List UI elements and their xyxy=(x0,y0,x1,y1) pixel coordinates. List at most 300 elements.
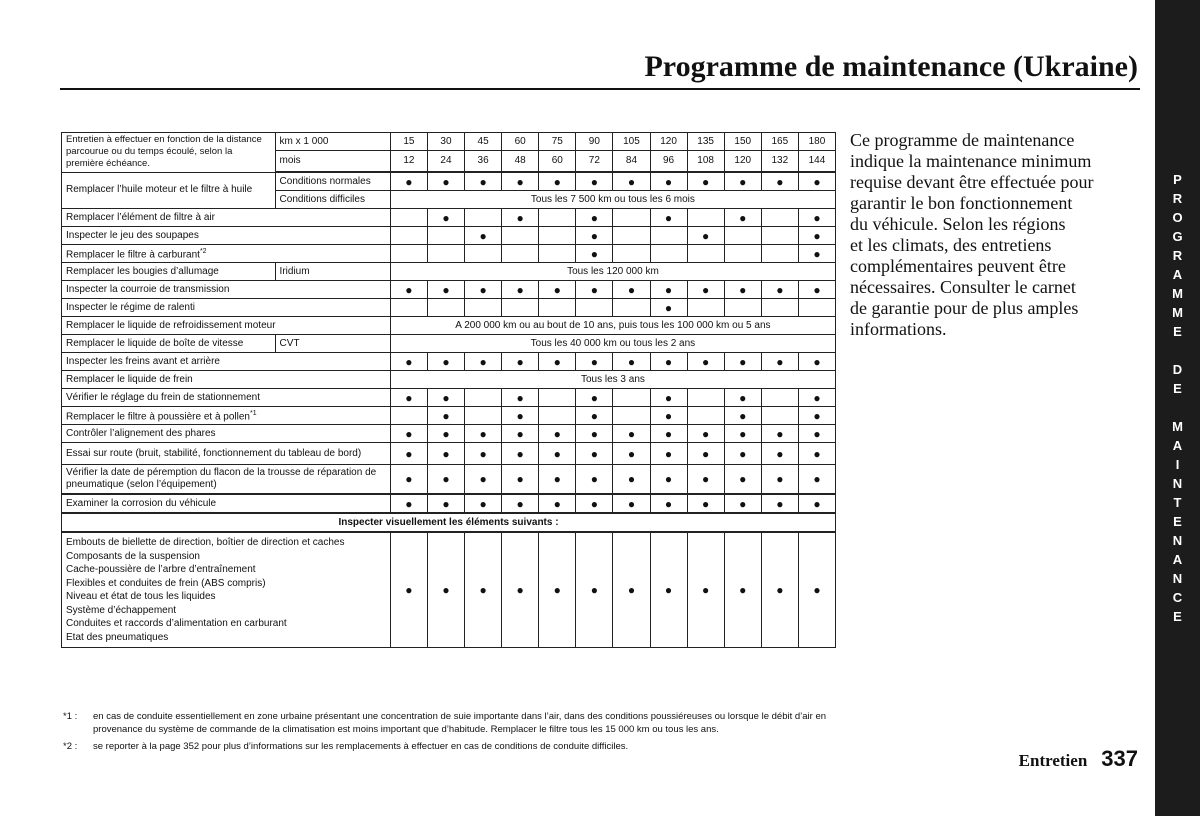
side-tab-letter: M xyxy=(1172,305,1183,320)
empty-cell xyxy=(724,299,761,317)
empty-cell xyxy=(539,245,576,263)
check-dot: ● xyxy=(724,465,761,495)
side-tab-letter: A xyxy=(1172,267,1183,282)
check-dot: ● xyxy=(390,532,427,648)
interval-text: Tous les 40 000 km ou tous les 2 ans xyxy=(390,335,835,353)
check-dot: ● xyxy=(798,353,835,371)
check-dot: ● xyxy=(724,532,761,648)
footnote-1 xyxy=(63,710,853,736)
check-dot: ● xyxy=(798,172,835,191)
table-row xyxy=(62,465,836,495)
table-row xyxy=(62,425,836,443)
row-label-text: Remplacer le liquide de refroidissement moteur xyxy=(66,319,276,331)
check-dot: ● xyxy=(502,425,539,443)
empty-cell xyxy=(761,245,798,263)
interval-text: Tous les 7 500 km ou tous les 6 mois xyxy=(390,191,835,209)
check-dot: ● xyxy=(724,425,761,443)
check-dot: ● xyxy=(687,532,724,648)
empty-cell xyxy=(465,407,502,425)
mois-value: 96 xyxy=(650,151,687,173)
km-value: 75 xyxy=(539,133,576,151)
row-label-text: Remplacer le liquide de boîte de vitesse xyxy=(66,337,244,349)
mois-value: 84 xyxy=(613,151,650,173)
empty-cell xyxy=(539,209,576,227)
check-dot: ● xyxy=(761,494,798,513)
side-tab-letter: E xyxy=(1173,324,1182,339)
row-label xyxy=(62,317,391,335)
check-dot: ● xyxy=(390,494,427,513)
table-row xyxy=(62,299,836,317)
check-dot: ● xyxy=(576,465,613,495)
side-tab-letter xyxy=(1176,341,1180,360)
inspection-item: Niveau et état de tous les liquides xyxy=(66,591,216,602)
row-label xyxy=(62,281,391,299)
check-dot: ● xyxy=(687,172,724,191)
check-dot: ● xyxy=(613,465,650,495)
check-dot: ● xyxy=(798,407,835,425)
check-dot: ● xyxy=(427,389,464,407)
inspection-list xyxy=(62,532,391,648)
empty-cell xyxy=(427,299,464,317)
side-tab-letter: N xyxy=(1172,476,1183,491)
condition-label: Conditions difficiles xyxy=(275,191,390,209)
row-label xyxy=(62,494,391,513)
check-dot: ● xyxy=(539,465,576,495)
row-label-text: Remplacer le liquide de frein xyxy=(66,373,193,385)
row-label-text: Essai sur route (bruit, stabilité, fonctionnement du tableau de bord) xyxy=(66,447,362,459)
check-dot: ● xyxy=(650,443,687,465)
check-dot: ● xyxy=(427,443,464,465)
check-dot: ● xyxy=(427,209,464,227)
check-dot: ● xyxy=(724,407,761,425)
check-dot: ● xyxy=(465,353,502,371)
km-value: 165 xyxy=(761,133,798,151)
row-label-text: Vérifier la date de péremption du flacon de la trousse de réparation de pneumatique (selon l’équipement) xyxy=(66,467,377,490)
empty-cell xyxy=(465,299,502,317)
check-dot: ● xyxy=(687,353,724,371)
check-dot: ● xyxy=(798,389,835,407)
side-tab-letter: P xyxy=(1173,172,1182,187)
empty-cell xyxy=(613,209,650,227)
row-sublabel: Iridium xyxy=(275,263,390,281)
paragraph-line: informations. xyxy=(850,319,947,339)
check-dot: ● xyxy=(613,494,650,513)
check-dot: ● xyxy=(576,425,613,443)
mois-value: 60 xyxy=(539,151,576,173)
mois-value: 108 xyxy=(687,151,724,173)
check-dot: ● xyxy=(650,281,687,299)
check-dot: ● xyxy=(576,245,613,263)
side-tab-letter: O xyxy=(1172,210,1183,225)
empty-cell xyxy=(724,227,761,245)
interval-text: Tous les 3 ans xyxy=(390,371,835,389)
empty-cell xyxy=(687,209,724,227)
check-dot: ● xyxy=(613,281,650,299)
check-dot: ● xyxy=(576,532,613,648)
row-label-text: Remplacer les bougies d’allumage xyxy=(66,265,219,277)
section-name: Entretien xyxy=(1018,751,1088,770)
paragraph-line: du véhicule. Selon les régions xyxy=(850,214,1066,234)
mois-label: mois xyxy=(275,151,390,173)
inspection-item: Composants de la suspension xyxy=(66,550,200,562)
row-label xyxy=(62,245,391,263)
table-row xyxy=(62,317,836,335)
empty-cell xyxy=(390,209,427,227)
paragraph-line: requise devant être effectuée pour xyxy=(850,172,1094,192)
row-label xyxy=(62,227,391,245)
check-dot: ● xyxy=(539,494,576,513)
page-title: Programme de maintenance (Ukraine) xyxy=(644,50,1138,83)
empty-cell xyxy=(613,407,650,425)
check-dot: ● xyxy=(687,425,724,443)
empty-cell xyxy=(427,245,464,263)
check-dot: ● xyxy=(798,425,835,443)
check-dot: ● xyxy=(502,494,539,513)
km-value: 60 xyxy=(502,133,539,151)
mois-value: 48 xyxy=(502,151,539,173)
paragraph-line: et les climats, des entretiens xyxy=(850,235,1052,255)
side-tab-letter: A xyxy=(1172,552,1183,567)
side-tab-letter xyxy=(1176,398,1180,417)
check-dot: ● xyxy=(390,389,427,407)
empty-cell xyxy=(465,389,502,407)
empty-cell xyxy=(539,227,576,245)
mois-value: 36 xyxy=(465,151,502,173)
check-dot: ● xyxy=(724,443,761,465)
table-row xyxy=(62,494,836,513)
empty-cell xyxy=(390,299,427,317)
check-dot: ● xyxy=(798,532,835,648)
table-row xyxy=(62,172,836,191)
intro-paragraph xyxy=(850,130,1150,340)
check-dot: ● xyxy=(502,172,539,191)
table-row xyxy=(62,443,836,465)
inspection-item: Système d’échappement xyxy=(66,604,177,616)
footnote-mark: *2 : xyxy=(63,741,78,752)
mois-value: 72 xyxy=(576,151,613,173)
paragraph-line: garantir le bon fonctionnement xyxy=(850,193,1073,213)
km-value: 135 xyxy=(687,133,724,151)
check-dot: ● xyxy=(502,209,539,227)
check-dot: ● xyxy=(798,494,835,513)
row-label xyxy=(62,465,391,495)
empty-cell xyxy=(613,299,650,317)
empty-cell xyxy=(390,245,427,263)
check-dot: ● xyxy=(539,172,576,191)
check-dot: ● xyxy=(761,172,798,191)
check-dot: ● xyxy=(798,227,835,245)
check-dot: ● xyxy=(650,299,687,317)
check-dot: ● xyxy=(539,532,576,648)
check-dot: ● xyxy=(390,443,427,465)
empty-cell xyxy=(390,407,427,425)
side-tab-letter: D xyxy=(1172,362,1183,377)
check-dot: ● xyxy=(502,443,539,465)
check-dot: ● xyxy=(724,281,761,299)
check-dot: ● xyxy=(427,353,464,371)
check-dot: ● xyxy=(724,353,761,371)
empty-cell xyxy=(724,245,761,263)
check-dot: ● xyxy=(613,532,650,648)
check-dot: ● xyxy=(724,172,761,191)
mois-value: 120 xyxy=(724,151,761,173)
check-dot: ● xyxy=(576,443,613,465)
check-dot: ● xyxy=(427,494,464,513)
side-tab-letter: N xyxy=(1172,571,1183,586)
check-dot: ● xyxy=(576,209,613,227)
interval-text: Tous les 120 000 km xyxy=(390,263,835,281)
side-tab-letter: M xyxy=(1172,286,1183,301)
check-dot: ● xyxy=(687,465,724,495)
check-dot: ● xyxy=(502,465,539,495)
row-label xyxy=(62,407,391,425)
side-tab-letter: A xyxy=(1172,438,1183,453)
side-tab-letter: I xyxy=(1175,457,1180,472)
row-label xyxy=(62,389,391,407)
row-label-text: Inspecter le régime de ralenti xyxy=(66,301,195,313)
check-dot: ● xyxy=(650,209,687,227)
side-tab-letter: E xyxy=(1173,381,1182,396)
km-value: 150 xyxy=(724,133,761,151)
check-dot: ● xyxy=(650,494,687,513)
inspection-item: Embouts de biellette de direction, boîtier de direction et caches xyxy=(66,537,345,548)
empty-cell xyxy=(613,245,650,263)
row-label xyxy=(62,299,391,317)
title-rule xyxy=(60,88,1140,90)
interval-text: A 200 000 km ou au bout de 10 ans, puis tous les 100 000 km ou 5 ans xyxy=(390,317,835,335)
side-tab-letter: E xyxy=(1173,514,1182,529)
inspection-item: Etat des pneumatiques xyxy=(66,631,169,643)
table-row xyxy=(62,335,836,353)
check-dot: ● xyxy=(390,281,427,299)
maintenance-table xyxy=(61,132,836,648)
header-label: Entretien à effectuer en fonction de la distance parcourue ou du temps écoulé, selon la première échéance. xyxy=(62,133,276,173)
check-dot: ● xyxy=(687,227,724,245)
side-tab-letter: R xyxy=(1172,191,1183,206)
side-tab-letter: E xyxy=(1173,609,1182,624)
check-dot: ● xyxy=(724,494,761,513)
empty-cell xyxy=(687,299,724,317)
side-tab-letter: N xyxy=(1172,533,1183,548)
footnotes xyxy=(63,710,853,753)
empty-cell xyxy=(502,299,539,317)
km-value: 180 xyxy=(798,133,835,151)
empty-cell xyxy=(650,227,687,245)
check-dot: ● xyxy=(576,407,613,425)
table-row xyxy=(62,389,836,407)
row-label-text: Inspecter le jeu des soupapes xyxy=(66,229,199,241)
empty-cell xyxy=(502,245,539,263)
check-dot: ● xyxy=(465,494,502,513)
empty-cell xyxy=(539,389,576,407)
km-value: 30 xyxy=(427,133,464,151)
check-dot: ● xyxy=(465,172,502,191)
section-header: Inspecter visuellement les éléments suivants : xyxy=(62,513,836,532)
side-tab-letter: G xyxy=(1172,229,1183,244)
check-dot: ● xyxy=(613,172,650,191)
check-dot: ● xyxy=(427,425,464,443)
empty-cell xyxy=(465,245,502,263)
empty-cell xyxy=(761,407,798,425)
check-dot: ● xyxy=(539,425,576,443)
row-label-text: Inspecter les freins avant et arrière xyxy=(66,355,220,367)
empty-cell xyxy=(427,227,464,245)
check-dot: ● xyxy=(650,425,687,443)
check-dot: ● xyxy=(761,281,798,299)
empty-cell xyxy=(687,389,724,407)
empty-cell xyxy=(761,299,798,317)
km-label: km x 1 000 xyxy=(275,133,390,151)
row-label xyxy=(62,371,391,389)
row-label-text: Inspecter la courroie de transmission xyxy=(66,283,230,295)
table-row xyxy=(62,407,836,425)
inspection-item: Flexibles et conduites de frein (ABS compris) xyxy=(66,577,266,589)
check-dot: ● xyxy=(576,389,613,407)
footnote-ref: *1 xyxy=(249,409,257,417)
check-dot: ● xyxy=(502,281,539,299)
empty-cell xyxy=(502,227,539,245)
empty-cell xyxy=(761,389,798,407)
check-dot: ● xyxy=(613,443,650,465)
row-label xyxy=(62,263,276,281)
paragraph-line: nécessaires. Consulter le carnet xyxy=(850,277,1076,297)
empty-cell xyxy=(613,227,650,245)
km-value: 45 xyxy=(465,133,502,151)
check-dot: ● xyxy=(465,281,502,299)
check-dot: ● xyxy=(798,245,835,263)
check-dot: ● xyxy=(613,353,650,371)
table-header-row xyxy=(62,133,836,151)
check-dot: ● xyxy=(427,407,464,425)
table-row xyxy=(62,371,836,389)
empty-cell xyxy=(761,209,798,227)
row-label-text: Remplacer le filtre à carburant xyxy=(66,249,200,261)
mois-value: 24 xyxy=(427,151,464,173)
footnote-ref: *2 xyxy=(199,247,207,255)
check-dot: ● xyxy=(427,465,464,495)
check-dot: ● xyxy=(502,532,539,648)
table-row xyxy=(62,209,836,227)
check-dot: ● xyxy=(798,209,835,227)
row-label xyxy=(62,335,276,353)
footnote-mark: *1 : xyxy=(63,711,78,722)
row-label xyxy=(62,443,391,465)
mois-value: 132 xyxy=(761,151,798,173)
side-tab xyxy=(1155,0,1200,816)
inspection-item: Conduites et raccords d’alimentation en carburant xyxy=(66,618,287,629)
km-value: 90 xyxy=(576,133,613,151)
check-dot: ● xyxy=(427,532,464,648)
check-dot: ● xyxy=(761,425,798,443)
empty-cell xyxy=(613,389,650,407)
check-dot: ● xyxy=(650,389,687,407)
row-label xyxy=(62,353,391,371)
side-tab-label xyxy=(1155,170,1200,650)
side-tab-letter: C xyxy=(1172,590,1183,605)
row-sublabel: CVT xyxy=(275,335,390,353)
footnote-text: se reporter à la page 352 pour plus d’informations sur les remplacements à effectuer en cas de conditions de conduite difficiles. xyxy=(93,741,629,752)
empty-cell xyxy=(390,227,427,245)
check-dot: ● xyxy=(761,465,798,495)
empty-cell xyxy=(687,245,724,263)
check-dot: ● xyxy=(465,443,502,465)
mois-value: 12 xyxy=(390,151,427,173)
empty-cell xyxy=(465,209,502,227)
row-label xyxy=(62,209,391,227)
check-dot: ● xyxy=(687,494,724,513)
empty-cell xyxy=(798,299,835,317)
check-dot: ● xyxy=(465,532,502,648)
check-dot: ● xyxy=(539,443,576,465)
side-tab-letter: R xyxy=(1172,248,1183,263)
table-row xyxy=(62,513,836,532)
check-dot: ● xyxy=(539,281,576,299)
table-row xyxy=(62,353,836,371)
km-value: 105 xyxy=(613,133,650,151)
paragraph-line: de garantie pour de plus amples xyxy=(850,298,1079,318)
table-row xyxy=(62,227,836,245)
check-dot: ● xyxy=(650,465,687,495)
check-dot: ● xyxy=(539,353,576,371)
row-label-text: Contrôler l’alignement des phares xyxy=(66,427,216,439)
check-dot: ● xyxy=(390,425,427,443)
empty-cell xyxy=(687,407,724,425)
empty-cell xyxy=(539,407,576,425)
row-label: Remplacer l’huile moteur et le filtre à huile xyxy=(62,172,276,209)
check-dot: ● xyxy=(390,353,427,371)
check-dot: ● xyxy=(650,172,687,191)
check-dot: ● xyxy=(650,353,687,371)
row-label-text: Examiner la corrosion du véhicule xyxy=(66,497,217,509)
row-label xyxy=(62,425,391,443)
check-dot: ● xyxy=(650,407,687,425)
check-dot: ● xyxy=(650,532,687,648)
check-dot: ● xyxy=(465,425,502,443)
check-dot: ● xyxy=(576,353,613,371)
empty-cell xyxy=(650,245,687,263)
footnote-2 xyxy=(63,740,853,753)
check-dot: ● xyxy=(761,353,798,371)
check-dot: ● xyxy=(502,389,539,407)
check-dot: ● xyxy=(724,389,761,407)
check-dot: ● xyxy=(798,443,835,465)
row-label-text: Remplacer le filtre à poussière et à pollen xyxy=(66,411,250,423)
check-dot: ● xyxy=(687,281,724,299)
check-dot: ● xyxy=(576,494,613,513)
check-dot: ● xyxy=(761,532,798,648)
check-dot: ● xyxy=(427,172,464,191)
paragraph-line: indique la maintenance minimum xyxy=(850,151,1092,171)
table-row xyxy=(62,532,836,648)
row-label-text: Remplacer l’élément de filtre à air xyxy=(66,211,215,223)
empty-cell xyxy=(539,299,576,317)
side-tab-letter: T xyxy=(1173,495,1182,510)
check-dot: ● xyxy=(390,172,427,191)
check-dot: ● xyxy=(798,281,835,299)
condition-label: Conditions normales xyxy=(275,172,390,191)
page-footer xyxy=(1019,746,1138,772)
check-dot: ● xyxy=(687,443,724,465)
check-dot: ● xyxy=(502,407,539,425)
table-row xyxy=(62,263,836,281)
check-dot: ● xyxy=(576,227,613,245)
check-dot: ● xyxy=(613,425,650,443)
check-dot: ● xyxy=(465,227,502,245)
km-value: 120 xyxy=(650,133,687,151)
paragraph-line: complémentaires peuvent être xyxy=(850,256,1066,276)
page-number: 337 xyxy=(1101,746,1138,771)
empty-cell xyxy=(761,227,798,245)
